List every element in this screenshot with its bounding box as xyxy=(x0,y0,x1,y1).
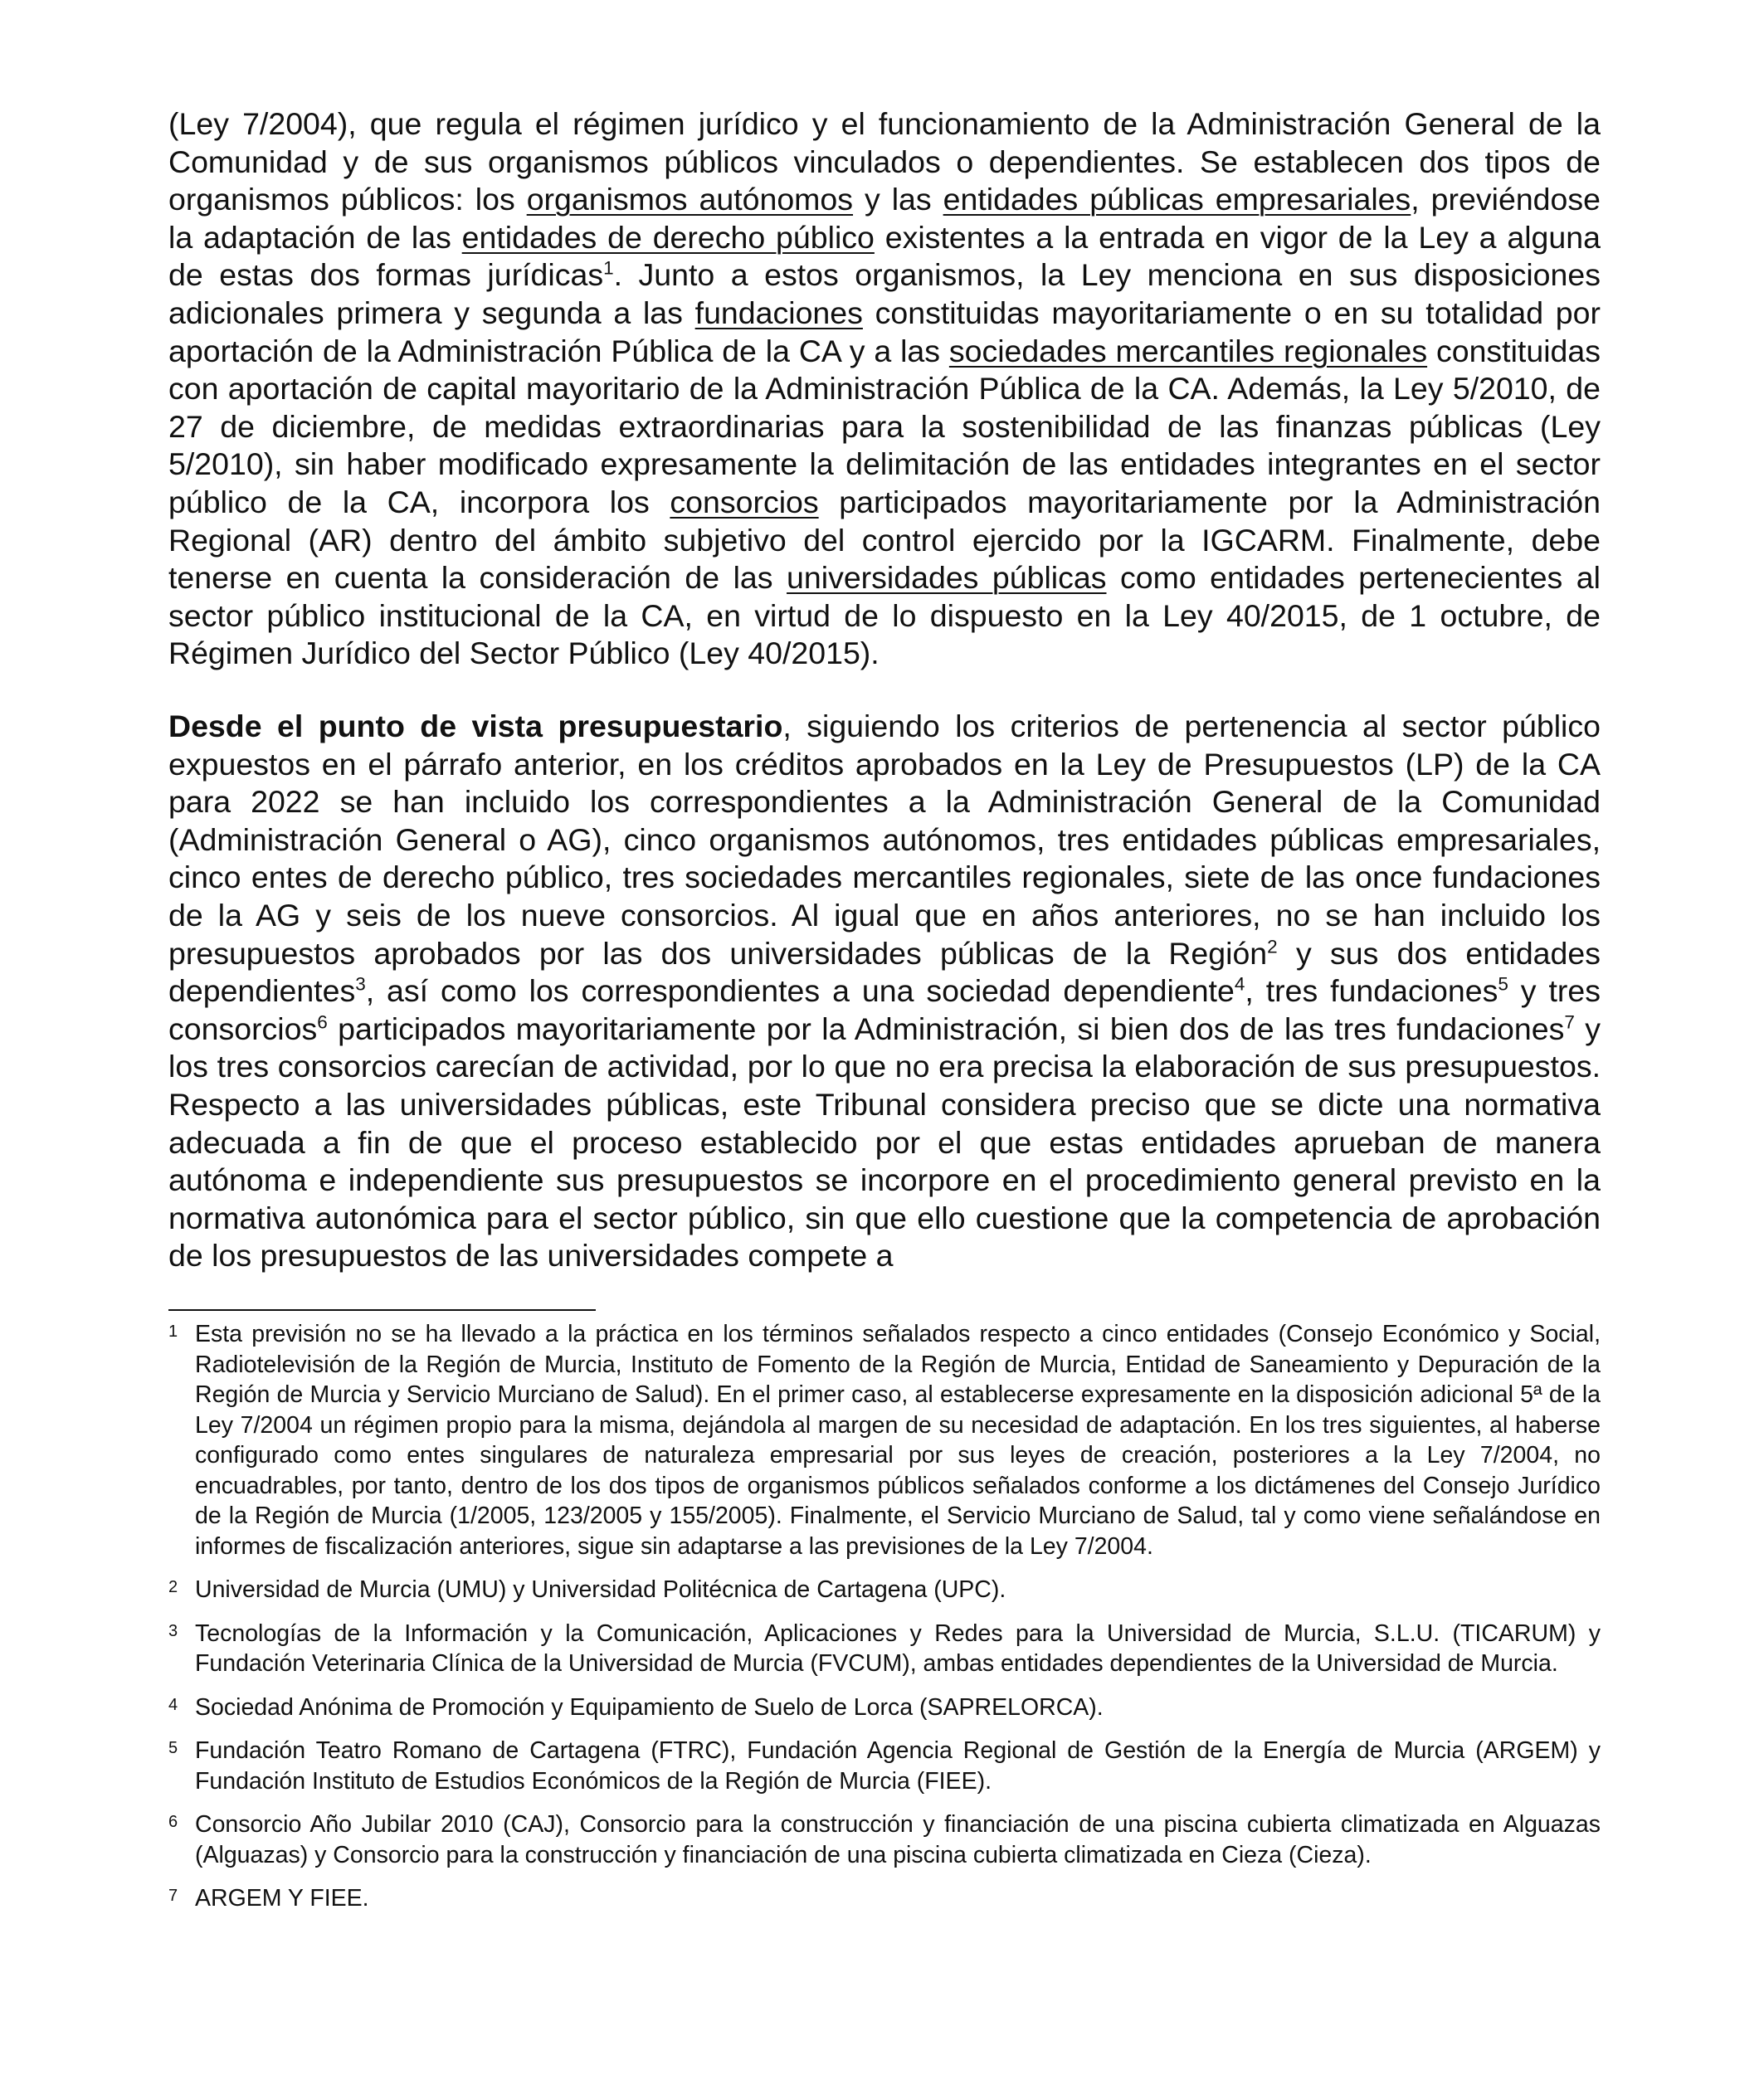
footnote-text: Universidad de Murcia (UMU) y Universidad Politécnica de Cartagena (UPC). xyxy=(195,1576,1006,1603)
text-run: y sus dos entidades dependientes xyxy=(168,935,1601,1009)
text-run: participados mayoritariamente por la Administración Regional (AR) dentro del ámbito subjetivo del control ejercido por la IGCARM. Finalmente, debe tenerse en cuenta la consideración de las xyxy=(168,484,1601,596)
text-run: constituidas con aportación de capital mayoritario de la Administración Pública de la CA. Además, la Ley 5/2010, de 27 de diciembre, de medidas extraordinarias para la sostenibilidad de las finanzas públicas (Ley 5/2010), sin haber modificado expresamente la delimitación de las entidades integrantes en el sector público de la CA, incorpora los xyxy=(168,333,1601,519)
footnote-ref: 3 xyxy=(355,973,366,995)
footnote-text: Sociedad Anónima de Promoción y Equipamiento de Suelo de Lorca (SAPRELORCA). xyxy=(195,1693,1104,1721)
text-run: y tres consorcios xyxy=(168,973,1601,1046)
footnote-number: 7 xyxy=(168,1887,178,1905)
text-run: existentes a la entrada en vigor de la Ley a alguna de estas dos formas jurídicas xyxy=(168,219,1601,293)
footnote xyxy=(168,1619,1601,1679)
text-run: , así como los correspondientes a una sociedad dependiente xyxy=(365,973,1235,1009)
text-run: y las xyxy=(853,182,943,217)
footnote-text: Esta previsión no se ha llevado a la práctica en los términos señalados respecto a cinco entidades (Consejo Económico y Social, Radiotelevisión de la Región de Murcia, Instituto de Fomento de la Región de Murcia, Entidad de Saneamiento y Depuración de la Región de Murcia y Servicio Murciano de Salud). En el primer caso, al establecerse expresamente en la disposición adicional 5ª de la Ley 7/2004 un régimen propio para la misma, dejándola al margen de su necesidad de adaptación. En los tres siguientes, al haberse configurado como entes singulares de naturaleza empresarial por sus leyes de creación, posteriores a la Ley 7/2004, no encuadrables, por tanto, dentro de los dos tipos de organismos públicos señalados conforme a los dictámenes del Consejo Jurídico de la Región de Murcia (1/2005, 123/2005 y 155/2005). Finalmente, el Servicio Murciano de Salud, tal y como viene señalándose en informes de fiscalización anteriores, sigue sin adaptarse a las previsiones de la Ley 7/2004. xyxy=(195,1321,1601,1560)
text-run: , tres fundaciones xyxy=(1245,973,1498,1009)
footnote xyxy=(168,1575,1601,1605)
footnote xyxy=(168,1693,1601,1723)
footnote-separator xyxy=(168,1309,596,1311)
underlined-term: consorcios xyxy=(670,484,819,519)
footnote-ref: 4 xyxy=(1234,973,1245,995)
footnote xyxy=(168,1810,1601,1870)
text-run: constituidas mayoritariamente o en su totalidad por aportación de la Administración Pública de la CA y a las xyxy=(168,295,1601,368)
text-run: como entidades pertenecientes al sector público institucional de la CA, en virtud de lo dispuesto en la Ley 40/2015, de 1 octubre, de Régimen Jurídico del Sector Público (Ley 40/2015). xyxy=(168,560,1601,671)
underlined-term: entidades de derecho público xyxy=(461,219,875,255)
footnote-number: 1 xyxy=(168,1322,178,1341)
text-run: (Ley 7/2004), que regula el régimen jurídico y el funcionamiento de la Administración General de la Comunidad y de sus organismos públicos vinculados o dependientes. Se establecen dos tipos de organismos públicos: los xyxy=(168,106,1601,217)
footnote-number: 4 xyxy=(168,1695,178,1714)
footnote-ref: 5 xyxy=(1498,973,1508,995)
bold-lead-in: Desde el punto de vista presupuestario xyxy=(168,709,783,743)
text-run: , previéndose la adaptación de las xyxy=(168,182,1601,255)
underlined-term: fundaciones xyxy=(694,295,863,330)
footnote-text: Consorcio Año Jubilar 2010 (CAJ), Consorcio para la construcción y financiación de una piscina cubierta climatizada en Alguazas (Alguazas) y Consorcio para la construcción y financiación de una piscina cubierta climatizada en Cieza (Cieza). xyxy=(195,1811,1601,1868)
footnote-ref: 6 xyxy=(317,1011,328,1033)
footnote xyxy=(168,1319,1601,1561)
footnote-number: 5 xyxy=(168,1739,178,1757)
footnote-ref: 7 xyxy=(1564,1011,1575,1033)
underlined-term: organismos autónomos xyxy=(526,182,854,217)
footnote-ref: 2 xyxy=(1267,936,1278,957)
text-run: . Junto a estos organismos, la Ley menciona en sus disposiciones adicionales primera y segunda a las xyxy=(168,257,1601,330)
footnote-number: 3 xyxy=(168,1621,178,1640)
footnote-ref: 1 xyxy=(603,257,614,279)
footnote-number: 6 xyxy=(168,1813,178,1831)
underlined-term: sociedades mercantiles regionales xyxy=(948,333,1428,368)
underlined-term: universidades públicas xyxy=(787,560,1107,596)
text-run: y los tres consorcios carecían de actividad, por lo que no era precisa la elaboración de sus presupuestos. Respecto a las universidades públicas, este Tribunal considera preciso que se dicte una normativa adecuada a fin de que el proceso establecido por el que estas entidades aprueban de manera autónoma e independiente sus presupuestos se incorpore en el procedimiento general previsto en la normativa autonómica para el sector público, sin que ello cuestione que la competencia de aprobación de los presupuestos de las universidades compete a xyxy=(168,1011,1601,1274)
footnote xyxy=(168,1883,1601,1914)
text-run: participados mayoritariamente por la Administración, si bien dos de las tres fundaciones xyxy=(327,1011,1565,1046)
text-run: , siguiendo los criterios de pertenencia al sector público expuestos en el párrafo anterior, en los créditos aprobados en la Ley de Presupuestos (LP) de la CA para 2022 se han incluido los correspondientes a la Administración General de la Comunidad (Administración General o AG), cinco organismos autónomos, tres entidades públicas empresariales, cinco entes de derecho público, tres sociedades mercantiles regionales, siete de las once fundaciones de la AG y seis de los nueve consorcios. Al igual que en años anteriores, no se han incluido los presupuestos aprobados por las dos universidades públicas de la Región xyxy=(168,709,1601,971)
body-paragraph-2 xyxy=(168,708,1601,1275)
underlined-term: entidades públicas empresariales xyxy=(943,182,1411,217)
footnote xyxy=(168,1736,1601,1796)
footnote-text: ARGEM Y FIEE. xyxy=(195,1885,369,1912)
body-paragraph-1 xyxy=(168,105,1601,673)
footnote-number: 2 xyxy=(168,1578,178,1596)
footnotes xyxy=(168,1319,1601,1927)
footnote-text: Fundación Teatro Romano de Cartagena (FTRC), Fundación Agencia Regional de Gestión de la Energía de Murcia (ARGEM) y Fundación Instituto de Estudios Económicos de la Región de Murcia (FIEE). xyxy=(195,1737,1601,1795)
footnote-text: Tecnologías de la Información y la Comunicación, Aplicaciones y Redes para la Universidad de Murcia, S.L.U. (TICARUM) y Fundación Veterinaria Clínica de la Universidad de Murcia (FVCUM), ambas entidades dependientes de la Universidad de Murcia. xyxy=(195,1620,1601,1677)
